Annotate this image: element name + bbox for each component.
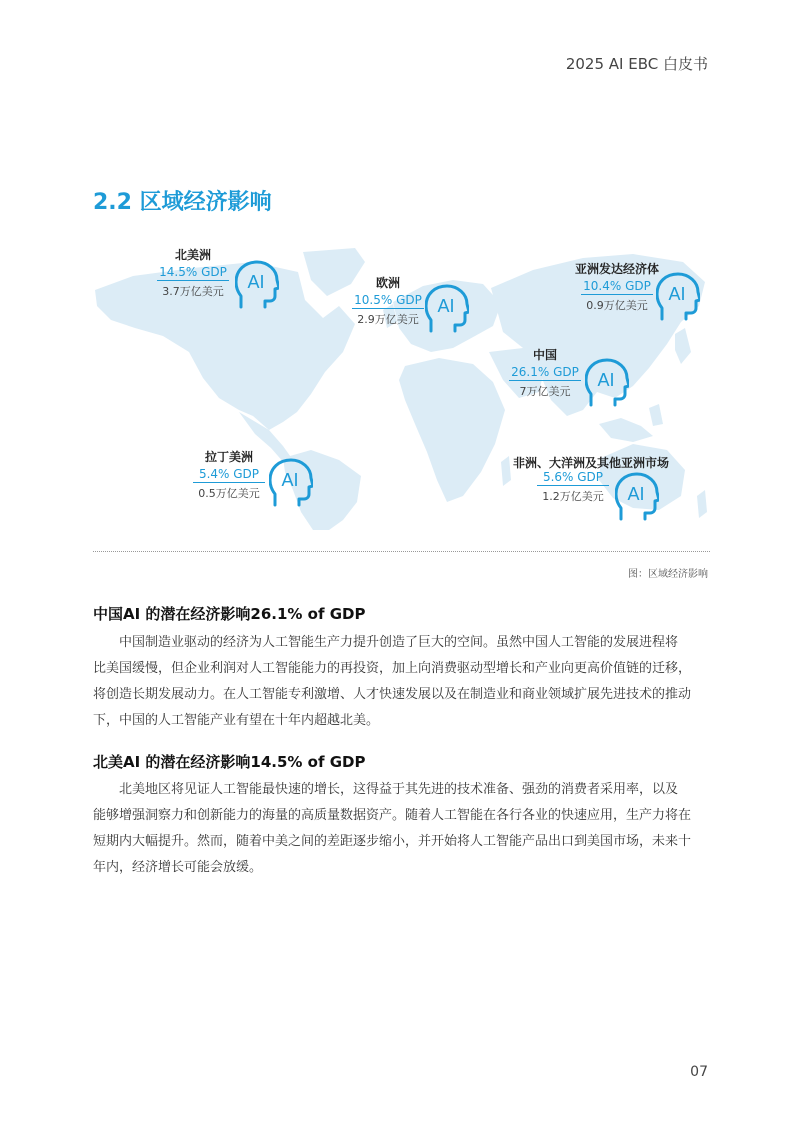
region-amount: 0.5万亿美元	[198, 487, 260, 500]
region-name: 北美洲	[174, 248, 211, 262]
paragraph-line: 将创造长期发展动力。在人工智能专利激增、人才快速发展以及在制造业和商业领域扩展先进技术的推动	[93, 687, 692, 702]
ai-head-icon	[656, 272, 700, 322]
region-gdp-share: 5.4% GDP	[198, 467, 260, 481]
paragraph-line: 年内，经济增长可能会放缓。	[93, 860, 263, 875]
subsection-heading-north-america: 北美AI 的潜在经济影响14.5% of GDP	[93, 753, 366, 771]
region-amount: 3.7万亿美元	[162, 285, 224, 298]
ai-head-icon	[425, 284, 469, 334]
region-gdp-share: 5.6% GDP	[542, 470, 604, 484]
figure-divider	[93, 551, 710, 552]
region-gdp-share: 10.4% GDP	[583, 279, 651, 293]
ai-icon-label: AI	[247, 272, 265, 292]
region-divider	[581, 294, 653, 295]
paragraph-line: 能够增强洞察力和创新能力的海量的高质量数据资产。随着人工智能在各行各业的快速应用，生产力将在	[93, 808, 692, 823]
region-name: 拉丁美洲	[204, 450, 253, 464]
ai-head-icon	[269, 458, 313, 508]
region-china	[505, 346, 585, 399]
paragraph-line: 下，中国的人工智能产业有望在十年内超越北美。	[93, 713, 380, 728]
section-title: 2.2 区域经济影响	[93, 190, 272, 215]
paragraph-line: 中国制造业驱动的经济为人工智能生产力提升创造了巨大的空间。虽然中国人工智能的发展进程将	[119, 635, 679, 650]
ai-head-icon	[235, 260, 279, 310]
region-name: 中国	[532, 348, 557, 362]
region-developed-asia	[569, 260, 665, 313]
paragraph-line: 北美地区将见证人工智能最快速的增长，这得益于其先进的技术准备、强劲的消费者采用率，以及	[119, 782, 679, 797]
region-north-america	[153, 246, 233, 299]
region-amount: 7万亿美元	[519, 385, 571, 398]
region-name: 欧洲	[375, 276, 400, 290]
ai-head-icon	[615, 472, 659, 522]
world-map-figure	[93, 240, 710, 530]
ai-icon-label: AI	[281, 470, 299, 490]
region-divider	[509, 380, 581, 381]
region-divider	[193, 482, 265, 483]
region-name: 亚洲发达经济体	[574, 262, 659, 276]
subsection-heading-china: 中国AI 的潜在经济影响26.1% of GDP	[93, 605, 366, 623]
region-amount: 0.9万亿美元	[586, 299, 648, 312]
paragraph-line: 比美国缓慢，但企业利润对人工智能能力的再投资，加上向消费驱动型增长和产业向更高价值链的迁移，	[93, 661, 692, 676]
ai-icon-label: AI	[437, 296, 455, 316]
region-divider	[537, 485, 609, 486]
region-africa-oceania-other-asia	[533, 468, 613, 504]
page-number: 07	[690, 1064, 708, 1080]
region-gdp-share: 26.1% GDP	[511, 365, 579, 379]
region-latin-america	[189, 448, 269, 501]
region-divider	[352, 308, 424, 309]
running-header: 2025 AI EBC 白皮书	[565, 55, 708, 73]
region-amount: 1.2万亿美元	[542, 490, 604, 503]
paragraph-north-america	[93, 777, 713, 881]
region-europe	[348, 274, 428, 327]
region-amount: 2.9万亿美元	[357, 313, 419, 326]
ai-icon-label: AI	[668, 284, 686, 304]
region-gdp-share: 10.5% GDP	[354, 293, 422, 307]
region-divider	[157, 280, 229, 281]
region-name: 非洲、大洋洲及其他亚洲市场	[513, 456, 670, 470]
paragraph-china	[93, 630, 713, 734]
ai-head-icon	[585, 358, 629, 408]
paragraph-line: 短期内大幅提升。然而，随着中美之间的差距逐步缩小，并开始将人工智能产品出口到美国市场，未来十	[93, 834, 692, 849]
region-gdp-share: 14.5% GDP	[159, 265, 227, 279]
ai-icon-label: AI	[627, 484, 645, 504]
ai-icon-label: AI	[597, 370, 615, 390]
figure-caption: 图：区域经济影响	[628, 569, 708, 580]
